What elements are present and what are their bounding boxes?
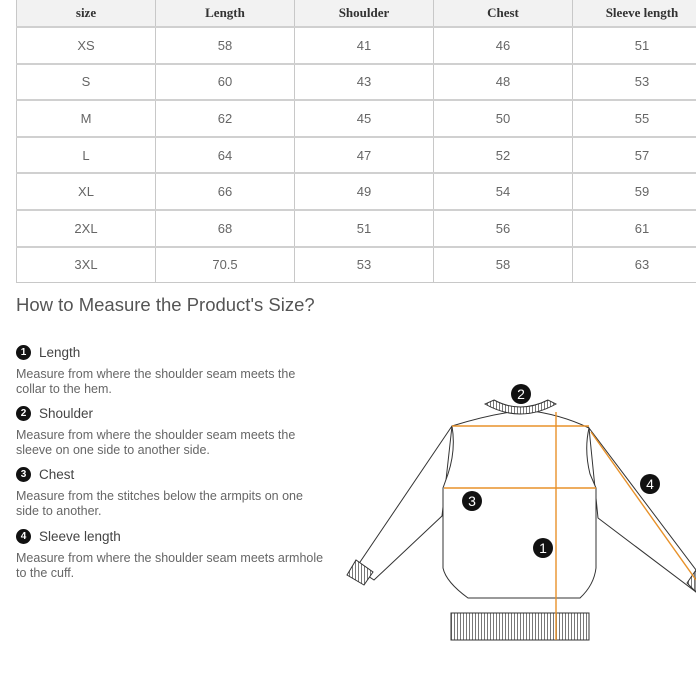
header-sleeve-length: Sleeve length xyxy=(573,0,696,27)
table-cell: 43 xyxy=(295,64,434,101)
guide-item-desc: Measure from the stitches below the armpits on one side to another. xyxy=(16,489,303,518)
table-row xyxy=(17,27,696,64)
table-cell: M xyxy=(17,100,156,137)
table-row xyxy=(17,247,696,283)
table-cell: 50 xyxy=(434,100,573,137)
table-cell: 64 xyxy=(156,137,295,174)
table-row xyxy=(17,100,696,137)
header-shoulder: Shoulder xyxy=(295,0,434,27)
guide-item-chest xyxy=(16,465,326,519)
table-cell: 63 xyxy=(573,247,696,283)
guide-item-label: Shoulder xyxy=(39,405,94,421)
table-header-row xyxy=(17,0,696,27)
table-cell: L xyxy=(17,137,156,174)
guide-item-sleeve-length xyxy=(16,527,326,581)
table-row xyxy=(17,173,696,210)
guide-item-label: Length xyxy=(39,344,81,360)
svg-text:1: 1 xyxy=(539,540,547,556)
table-cell: 49 xyxy=(295,173,434,210)
table-cell: 52 xyxy=(434,137,573,174)
table-cell: 57 xyxy=(573,137,696,174)
table-cell: 51 xyxy=(295,210,434,247)
guide-item-desc: Measure from where the shoulder seam meets armhole to the cuff. xyxy=(16,551,324,580)
table-row xyxy=(17,137,696,174)
table-cell: 60 xyxy=(156,64,295,101)
table-cell: 53 xyxy=(295,247,434,283)
table-cell: 53 xyxy=(573,64,696,101)
table-cell: 61 xyxy=(573,210,696,247)
table-cell: 59 xyxy=(573,173,696,210)
guide-item-length xyxy=(16,343,326,397)
table-cell: 47 xyxy=(295,137,434,174)
table-cell: 3XL xyxy=(17,247,156,283)
table-cell: XS xyxy=(17,27,156,64)
number-2-icon: 2 xyxy=(16,406,31,421)
table-cell: S xyxy=(17,64,156,101)
svg-text:3: 3 xyxy=(468,493,476,509)
sweater-measurement-diagram xyxy=(330,370,696,650)
table-cell: XL xyxy=(17,173,156,210)
table-cell: 58 xyxy=(434,247,573,283)
table-cell: 48 xyxy=(434,64,573,101)
measure-guide-title: How to Measure the Product's Size? xyxy=(16,294,315,315)
table-cell: 54 xyxy=(434,173,573,210)
header-size: size xyxy=(17,0,156,27)
table-cell: 2XL xyxy=(17,210,156,247)
number-3-icon: 3 xyxy=(16,467,31,482)
guide-item-desc: Measure from where the shoulder seam meets the collar to the hem. xyxy=(16,367,296,396)
table-cell: 62 xyxy=(156,100,295,137)
table-cell: 66 xyxy=(156,173,295,210)
number-4-icon: 4 xyxy=(16,529,31,544)
table-cell: 41 xyxy=(295,27,434,64)
table-row xyxy=(17,64,696,101)
guide-item-shoulder xyxy=(16,404,326,458)
table-row xyxy=(17,210,696,247)
size-table xyxy=(16,0,696,283)
table-cell: 56 xyxy=(434,210,573,247)
header-chest: Chest xyxy=(434,0,573,27)
table-cell: 51 xyxy=(573,27,696,64)
table-cell: 45 xyxy=(295,100,434,137)
header-length: Length xyxy=(156,0,295,27)
table-cell: 70.5 xyxy=(156,247,295,283)
svg-text:4: 4 xyxy=(646,476,654,492)
table-cell: 46 xyxy=(434,27,573,64)
number-1-icon: 1 xyxy=(16,345,31,360)
guide-item-label: Sleeve length xyxy=(39,528,121,544)
table-cell: 55 xyxy=(573,100,696,137)
table-cell: 68 xyxy=(156,210,295,247)
svg-text:2: 2 xyxy=(517,386,525,402)
guide-item-desc: Measure from where the shoulder seam meets the sleeve on one side to another side. xyxy=(16,428,296,457)
table-cell: 58 xyxy=(156,27,295,64)
guide-item-label: Chest xyxy=(39,466,75,482)
